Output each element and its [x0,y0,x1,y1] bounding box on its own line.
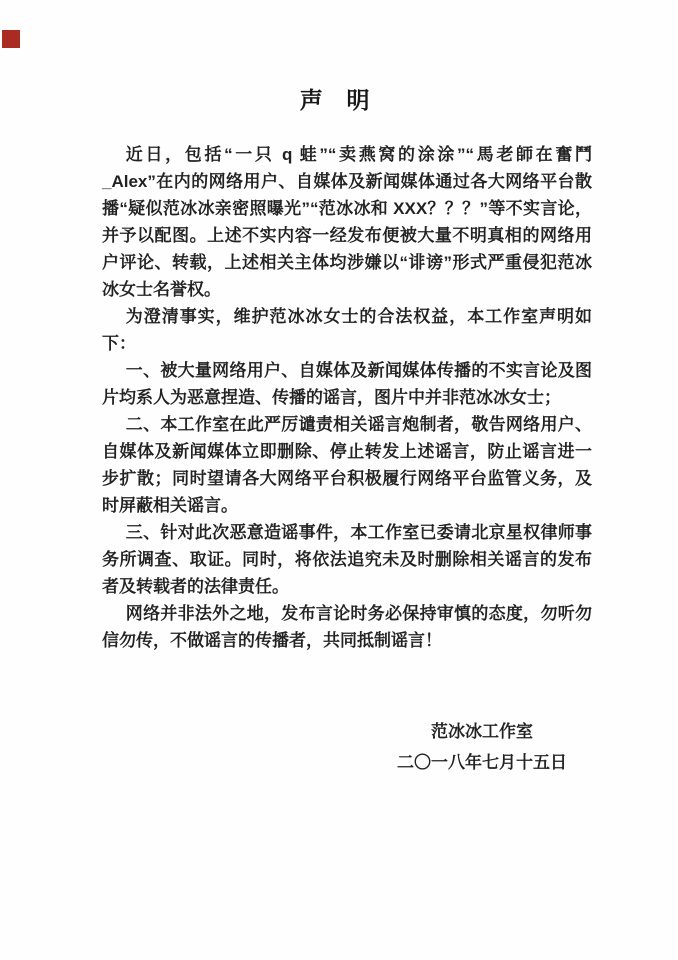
signature-name: 范冰冰工作室 [431,722,533,741]
statement-body [102,141,592,654]
red-square-marker [2,30,20,48]
paragraph-point-3: 三、针对此次恶意造谣事件，本工作室已委请北京星权律师事务所调查、取证。同时，将依法追究未及时删除相关谣言的发布者及转载者的法律责任。 [102,523,592,596]
paragraph-closing: 网络并非法外之地，发布言论时务必保持审慎的态度，勿听勿信勿传，不做谣言的传播者，共同抵制谣言！ [102,604,592,650]
signature-date: 二〇一八年七月十五日 [397,753,567,772]
paragraph-point-2: 二、本工作室在此严厉谴责相关谣言炮制者，敬告网络用户、自媒体及新闻媒体立即删除、停止转发上述谣言，防止谣言进一步扩散；同时望请各大网络平台积极履行网络平台监管义务，及时屏蔽相关谣言。 [102,415,592,515]
paragraph-purpose: 为澄清事实，维护范冰冰女士的合法权益，本工作室声明如下： [102,307,592,353]
paragraph-intro: 近日，包括“一只 q 蛙”“卖燕窝的涂涂”“馬老師在奮鬥_Alex”在内的网络用户、自媒体及新闻媒体通过各大网络平台散播“疑似范冰冰亲密照曝光”“范冰冰和 XXX？？？”等不实言论，并予以配图。上述不实内容一经发布便被大量不明真相的网络用户评论、转载，上述相关主体均涉嫌以“诽谤”形式严重侵犯范冰冰女士名誉权。 [102,145,592,299]
document-title: 声 明 [299,87,379,113]
signature-block [367,716,597,778]
paragraph-point-1: 一、被大量网络用户、自媒体及新闻媒体传播的不实言论及图片均系人为恶意捏造、传播的谣言，图片中并非范冰冰女士； [102,361,592,407]
